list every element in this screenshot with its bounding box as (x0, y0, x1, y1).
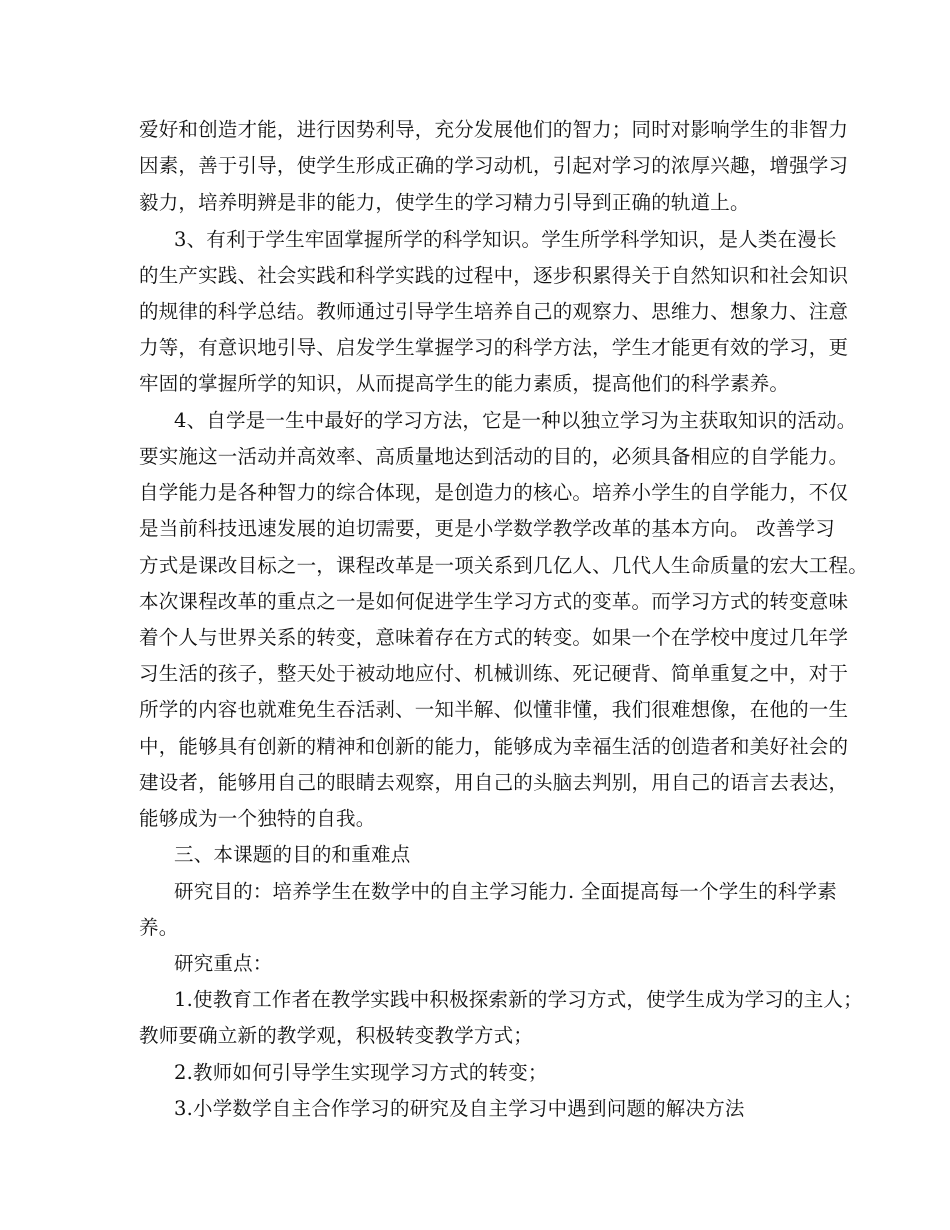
text-line: 建设者，能够用自己的眼睛去观察，用自己的头脑去判别，用自己的语言去表达， (139, 771, 849, 794)
text-line: 中，能够具有创新的精神和创新的能力，能够成为幸福生活的创造者和美好社会的 (139, 735, 849, 758)
text-line: 牢固的掌握所学的知识，从而提高学生的能力素质，提高他们的科学素养。 (139, 372, 790, 395)
text-line: 所学的内容也就难免生吞活剥、一知半解、似懂非懂，我们很难想像，在他的一生 (139, 698, 849, 721)
text-line: 养。 (139, 916, 179, 939)
research-focus-label: 研究重点： (174, 952, 273, 975)
text-line: 习生活的孩子，整天处于被动地应付、机械训练、死记硬背、简单重复之中，对于 (139, 662, 849, 685)
text-line: 自学能力是各种智力的综合体现，是创造力的核心。培养小学生的自学能力，不仅 (139, 481, 849, 504)
text-line: 教师要确立新的教学观，积极转变教学方式； (139, 1024, 534, 1047)
text-line: 要实施这一活动并高效率、高质量地达到活动的目的，必须具备相应的自学能力。 (139, 445, 849, 468)
text-line: 力等，有意识地引导、启发学生掌握学习的科学方法，学生才能更有效的学习，更 (139, 336, 849, 359)
text-line: 因素，善于引导，使学生形成正确的学习动机，引起对学习的浓厚兴趣，增强学习 (139, 154, 849, 177)
text-line: 的规律的科学总结。教师通过引导学生培养自己的观察力、思维力、想象力、注意 (139, 300, 849, 323)
text-line: 着个人与世界关系的转变，意味着存在方式的转变。如果一个在学校中度过几年学 (139, 626, 849, 649)
text-line: 能够成为一个独特的自我。 (139, 807, 376, 830)
text-line: 是当前科技迅速发展的迫切需要，更是小学数学教学改革的基本方向。 改善学习 (139, 517, 835, 540)
text-line: 的生产实践、社会实践和科学实践的过程中，逐步积累得关于自然知识和社会知识 (139, 264, 849, 287)
list-item-2: 2.教师如何引导学生实现学习方式的转变； (174, 1061, 548, 1084)
text-line: 爱好和创造才能，进行因势利导，充分发展他们的智力；同时对影响学生的非智力 (139, 118, 849, 141)
paragraph-3-start: 3、有利于学生牢固掌握所学的科学知识。学生所学科学知识，是人类在漫长 (174, 228, 837, 251)
list-item-3: 3.小学数学自主合作学习的研究及自主学习中遇到问题的解决方法 (174, 1097, 745, 1120)
section-heading: 三、本课题的目的和重难点 (174, 843, 411, 866)
paragraph-4-start: 4、自学是一生中最好的学习方法，它是一种以独立学习为主获取知识的活动。 (174, 409, 857, 432)
text-line: 本次课程改革的重点之一是如何促进学生学习方式的变革。而学习方式的转变意味 (139, 590, 849, 613)
text-line: 毅力，培养明辨是非的能力，使学生的学习精力引导到正确的轨道上。 (139, 191, 750, 214)
list-item-1: 1.使教育工作者在教学实践中积极探索新的学习方式，使学生成为学习的主人； (174, 988, 863, 1011)
text-line: 方式是课改目标之一，课程改革是一项关系到几亿人、几代人生命质量的宏大工程。 (139, 554, 868, 577)
research-goal-line: 研究目的：培养学生在数学中的自主学习能力. 全面提高每一个学生的科学素 (174, 880, 837, 903)
